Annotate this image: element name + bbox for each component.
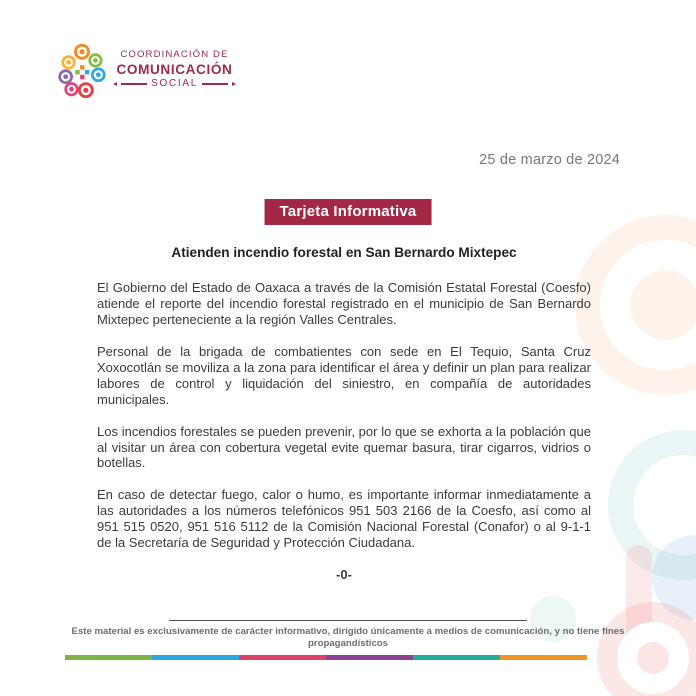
stripe-segment-blue bbox=[152, 655, 239, 660]
paragraph-4: En caso de detectar fuego, calor o humo, es importante informar inmediatamente a las autoridades a los números telefónicos 951 503 2166 de la Coesfo, así como al 951 515 0520, 951 516 5112 de la Comisión Nacional Forestal (Conafor) o al 9-1-1 de la Secretaría de Seguridad y Protección Ciudadana. bbox=[97, 487, 591, 551]
stripe-segment-green bbox=[65, 655, 152, 660]
brand-icon-center-cross bbox=[75, 65, 89, 79]
article-body bbox=[97, 245, 591, 582]
banner-tarjeta-informativa: Tarjeta Informativa bbox=[265, 199, 432, 225]
footer-color-stripe bbox=[65, 655, 587, 660]
paragraph-1: El Gobierno del Estado de Oaxaca a través de la Comisión Estatal Forestal (Coesfo) atiende el reporte del incendio forestal registrado en el municipio de San Bernardo Mixtepec perteneciente a la región Valles Centrales. bbox=[97, 280, 591, 328]
headline: Atienden incendio forestal en San Bernardo Mixtepec bbox=[171, 245, 517, 260]
paragraph-2: Personal de la brigada de combatientes con sede en El Tequio, Santa Cruz Xoxocotlán se moviliza a la zona para identificar el área y definir un plan para realizar labores de control y liquidación del siniestro, en compañía de autoridades municipales. bbox=[97, 344, 591, 407]
stripe-segment-orange bbox=[500, 655, 587, 660]
brand-wordmark bbox=[113, 50, 236, 89]
end-mark: -0- bbox=[336, 567, 352, 582]
right-arrow-tip-icon bbox=[232, 82, 236, 86]
right-rule bbox=[202, 83, 228, 84]
stripe-segment-teal bbox=[413, 655, 500, 660]
brand-flower-icon bbox=[58, 40, 106, 100]
brand-line-coordinacion: COORDINACIÓN DE bbox=[120, 49, 229, 61]
left-arrow-tip-icon bbox=[113, 82, 117, 86]
stripe-segment-purple bbox=[326, 655, 413, 660]
paragraph-3: Los incendios forestales se pueden prevenir, por lo que se exhorta a la población que al visitar un área con cobertura vegetal evite quemar basura, tirar cigarros, vidrios o botellas. bbox=[97, 423, 591, 471]
brand-logo bbox=[58, 40, 236, 100]
footer-disclaimer: Este material es exclusivamente de carácter informativo, dirigido únicamente a medios de comunicación, y no tiene fines propagandísticos bbox=[71, 626, 625, 649]
document-date: 25 de marzo de 2024 bbox=[479, 152, 620, 168]
footer-divider-line bbox=[169, 620, 527, 621]
watermark-dot-orange bbox=[630, 270, 696, 340]
brand-line-social: SOCIAL bbox=[113, 79, 236, 90]
stripe-segment-pink bbox=[239, 655, 326, 660]
watermark-dot-pink bbox=[637, 642, 669, 674]
left-rule bbox=[121, 83, 147, 84]
brand-line-comunicacion: COMUNICACIÓN bbox=[116, 61, 233, 77]
